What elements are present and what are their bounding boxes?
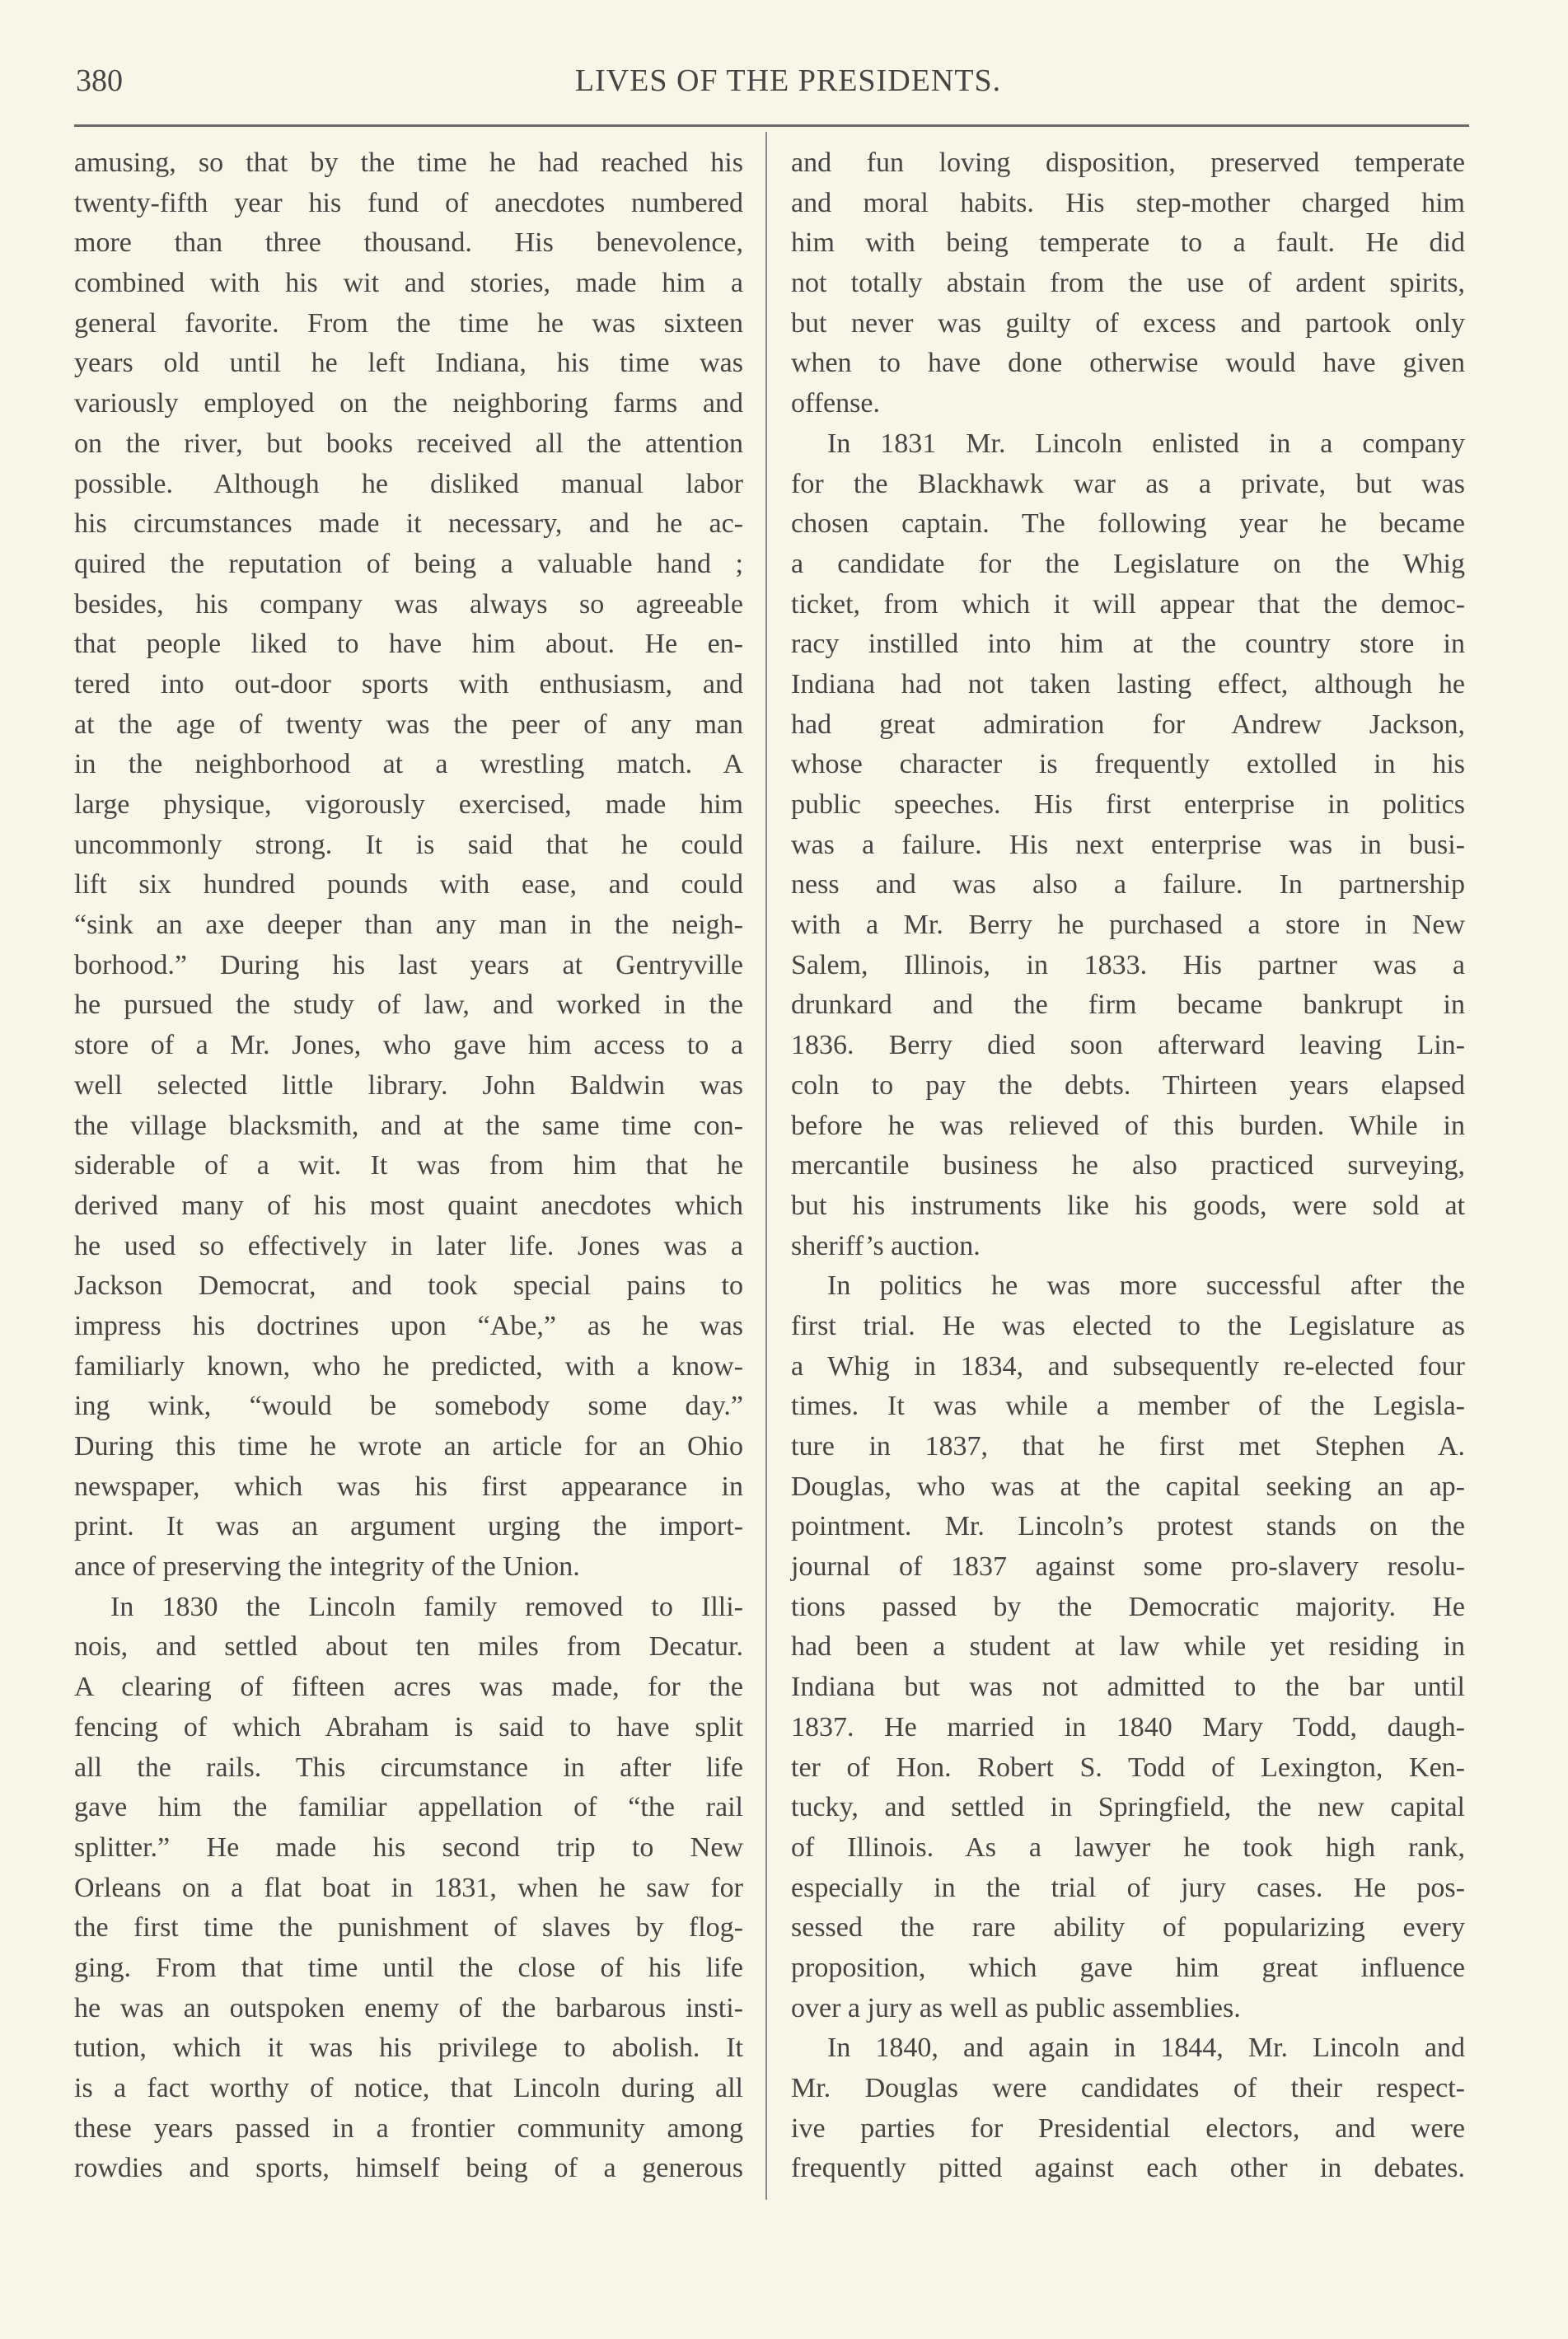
text-line: combined with his wit and stories, made him a — [74, 268, 743, 299]
text-line: amusing, so that by the time he had reached his — [74, 147, 743, 178]
text-line: Jackson Democrat, and took special pains to — [74, 1270, 743, 1302]
text-line: first trial. He was elected to the Legislature as — [791, 1310, 1465, 1341]
text-line: on the river, but books received all the attention — [74, 428, 743, 459]
text-line: him with being temperate to a fault. He did — [791, 227, 1465, 259]
text-line: with a Mr. Berry he purchased a store in New — [791, 910, 1465, 941]
text-line: chosen captain. The following year he became — [791, 508, 1465, 540]
text-line: ging. From that time until the close of his life — [74, 1952, 743, 1983]
text-line: sessed the rare ability of popularizing every — [791, 1912, 1465, 1944]
text-line: offense. — [791, 388, 880, 419]
text-line: splitter.” He made his second trip to New — [74, 1831, 743, 1863]
text-line: is a fact worthy of notice, that Lincoln during all — [74, 2073, 743, 2103]
text-line: Douglas, who was at the capital seeking an ap- — [791, 1471, 1465, 1502]
text-line: journal of 1837 against some pro-slavery resolu- — [791, 1551, 1465, 1583]
text-line: derived many of his most quaint anecdotes which — [74, 1190, 743, 1221]
text-line: twenty-fifth year his fund of anecdotes numbered — [74, 187, 743, 218]
text-line: the village blacksmith, and at the same time con- — [74, 1110, 743, 1141]
text-line: well selected little library. John Baldwin was — [74, 1069, 743, 1101]
text-line: store of a Mr. Jones, who gave him access to a — [74, 1030, 743, 1061]
text-line: large physique, vigorously exercised, made him — [74, 789, 743, 820]
text-line: tucky, and settled in Springfield, the new capital — [791, 1792, 1465, 1823]
text-line: lift six hundred pounds with ease, and could — [74, 869, 743, 901]
text-line: for the Blackhawk war as a private, but was — [791, 468, 1465, 499]
text-line: but never was guilty of excess and partook only — [791, 307, 1465, 339]
running-head: LIVES OF THE PRESIDENTS. — [574, 63, 1002, 98]
text-line: Indiana had not taken lasting effect, although he — [791, 668, 1465, 699]
header-rule — [74, 124, 1469, 127]
text-line: ing wink, “would be somebody some day.” — [74, 1391, 743, 1422]
text-line: the first time the punishment of slaves by flog- — [74, 1912, 743, 1944]
text-line: In 1840, and again in 1844, Mr. Lincoln and — [827, 2033, 1465, 2064]
text-line: years old until he left Indiana, his time was — [74, 348, 743, 379]
text-line: In politics he was more successful after the — [827, 1270, 1465, 1302]
text-line: times. It was while a member of the Legisla- — [791, 1391, 1465, 1422]
text-line: he used so effectively in later life. Jones was a — [74, 1230, 743, 1261]
text-line: whose character is frequently extolled in his — [791, 749, 1465, 780]
text-line: these years passed in a frontier community among — [74, 2112, 743, 2144]
text-line: ive parties for Presidential electors, and were — [791, 2112, 1465, 2144]
text-line: Indiana but was not admitted to the bar until — [791, 1672, 1465, 1703]
text-line: proposition, which gave him great influence — [791, 1952, 1465, 1983]
text-line: sheriff’s auction. — [791, 1230, 981, 1261]
text-line: ture in 1837, that he first met Stephen A. — [791, 1431, 1465, 1462]
text-line: he pursued the study of law, and worked in the — [74, 989, 743, 1021]
page-number: 380 — [76, 63, 123, 98]
text-line: Mr. Douglas were candidates of their respect- — [791, 2073, 1465, 2103]
text-line: of Illinois. As a lawyer he took high rank, — [791, 1831, 1465, 1863]
text-line: During this time he wrote an article for an Ohio — [74, 1431, 743, 1462]
text-line: and moral habits. His step-mother charged him — [791, 187, 1465, 218]
text-line: 1836. Berry died soon afterward leaving Lin- — [791, 1030, 1465, 1061]
text-line: gave him the familiar appellation of “the rail — [74, 1792, 743, 1823]
text-line: general favorite. From the time he was sixteen — [74, 307, 743, 339]
text-line: especially in the trial of jury cases. He pos- — [791, 1872, 1465, 1903]
text-line: variously employed on the neighboring farms and — [74, 388, 743, 419]
left-column — [74, 143, 743, 2189]
text-line: had great admiration for Andrew Jackson, — [791, 709, 1465, 740]
text-line: “sink an axe deeper than any man in the neigh- — [74, 910, 743, 941]
text-line: A clearing of fifteen acres was made, for the — [74, 1672, 743, 1703]
text-line: fencing of which Abraham is said to have split — [74, 1711, 743, 1743]
text-line: mercantile business he also practiced surveying, — [791, 1150, 1465, 1181]
text-line: had been a student at law while yet residing in — [791, 1631, 1465, 1663]
text-line: his circumstances made it necessary, and he ac- — [74, 508, 743, 540]
text-line: siderable of a wit. It was from him that he — [74, 1150, 743, 1181]
text-line: nois, and settled about ten miles from Decatur. — [74, 1631, 743, 1663]
text-line: more than three thousand. His benevolence, — [74, 227, 743, 259]
text-line: a candidate for the Legislature on the Whig — [791, 548, 1465, 579]
text-line: In 1831 Mr. Lincoln enlisted in a company — [827, 428, 1465, 459]
text-line: coln to pay the debts. Thirteen years elapsed — [791, 1069, 1465, 1101]
text-line: frequently pitted against each other in debates. — [791, 2153, 1465, 2184]
text-line: was a failure. His next enterprise was in busi- — [791, 829, 1465, 860]
text-line: not totally abstain from the use of ardent spirits, — [791, 268, 1465, 299]
text-line: tions passed by the Democratic majority. He — [791, 1591, 1465, 1622]
text-line: over a jury as well as public assemblies. — [791, 1992, 1241, 2023]
text-line: 1837. He married in 1840 Mary Todd, daugh- — [791, 1711, 1465, 1743]
text-line: when to have done otherwise would have given — [791, 348, 1465, 379]
text-line: a Whig in 1834, and subsequently re-elected four — [791, 1350, 1465, 1382]
text-line: tution, which it was his privilege to abolish. It — [74, 2033, 743, 2064]
text-line: ness and was also a failure. In partnership — [791, 869, 1465, 901]
text-line: Orleans on a flat boat in 1831, when he saw for — [74, 1872, 743, 1903]
text-line: possible. Although he disliked manual labor — [74, 468, 743, 499]
text-line: drunkard and the firm became bankrupt in — [791, 989, 1465, 1021]
text-line: rowdies and sports, himself being of a generous — [74, 2153, 743, 2184]
text-line: pointment. Mr. Lincoln’s protest stands on the — [791, 1511, 1465, 1542]
text-line: in the neighborhood at a wrestling match. A — [74, 749, 743, 780]
text-line: public speeches. His first enterprise in politics — [791, 789, 1465, 820]
text-line: quired the reputation of being a valuable hand ; — [74, 548, 743, 579]
text-line: and fun loving disposition, preserved temperate — [791, 147, 1465, 178]
text-line: print. It was an argument urging the import- — [74, 1511, 743, 1542]
text-line: before he was relieved of this burden. While in — [791, 1110, 1465, 1141]
text-line: but his instruments like his goods, were sold at — [791, 1190, 1465, 1221]
text-line: he was an outspoken enemy of the barbarous insti- — [74, 1992, 743, 2023]
column-divider — [765, 132, 767, 2200]
text-line: newspaper, which was his first appearance in — [74, 1471, 743, 1502]
text-line: ance of preserving the integrity of the Union. — [74, 1551, 580, 1583]
text-line: impress his doctrines upon “Abe,” as he was — [74, 1310, 743, 1341]
text-line: that people liked to have him about. He en- — [74, 629, 743, 660]
text-line: uncommonly strong. It is said that he could — [74, 829, 743, 860]
text-line: besides, his company was always so agreeable — [74, 588, 743, 620]
text-line: In 1830 the Lincoln family removed to Illi- — [110, 1591, 743, 1622]
text-line: at the age of twenty was the peer of any man — [74, 709, 743, 740]
right-column — [791, 143, 1465, 2189]
text-line: Salem, Illinois, in 1833. His partner was a — [791, 949, 1465, 980]
text-line: tered into out-door sports with enthusiasm, and — [74, 668, 743, 699]
text-line: ticket, from which it will appear that the democ- — [791, 588, 1465, 620]
text-line: ter of Hon. Robert S. Todd of Lexington, Ken- — [791, 1752, 1465, 1783]
text-line: familiarly known, who he predicted, with a know- — [74, 1350, 743, 1382]
text-line: borhood.” During his last years at Gentryville — [74, 949, 743, 980]
text-line: all the rails. This circumstance in after life — [74, 1752, 743, 1783]
text-line: racy instilled into him at the country store in — [791, 629, 1465, 660]
